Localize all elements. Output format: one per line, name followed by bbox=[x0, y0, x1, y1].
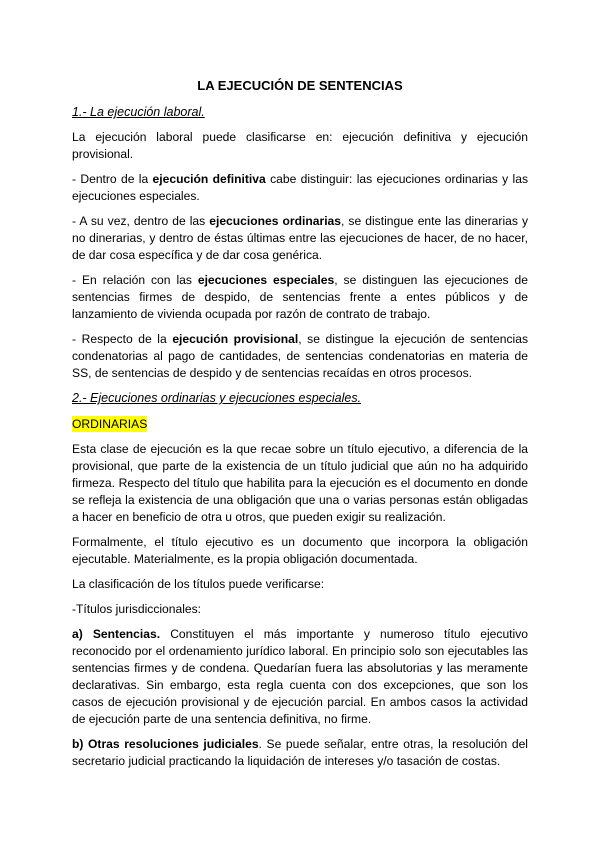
bold-term: b) Otras resoluciones judiciales bbox=[72, 737, 259, 751]
text-run: Constituyen el más importante y numeroso título ejecutivo reconocido por el ordenamiento jurídico laboral. En principio solo son ejecutables las sentencias firmes y de condena. Quedarían fuera las absolutorias y las meramente declarativas. Sin embargo, esta regla cuenta con dos excepciones, que son los casos de ejecución provisional y de ejecución parcial. En ambos casos la actividad de ejecución parte de una sentencia definitiva, no firme. bbox=[72, 627, 528, 726]
document-title: LA EJECUCIÓN DE SENTENCIAS bbox=[197, 78, 403, 93]
paragraph: Formalmente, el título ejecutivo es un documento que incorpora la obligación ejecutable. Materialmente, es la propia obligación documentada. bbox=[72, 535, 528, 566]
paragraph bbox=[72, 213, 528, 264]
paragraph: La ejecución laboral puede clasificarse en: ejecución definitiva y ejecución provisional. bbox=[72, 130, 528, 161]
paragraph bbox=[72, 171, 528, 205]
bold-term: ejecuciones ordinarias bbox=[209, 214, 342, 228]
paragraph bbox=[72, 626, 528, 728]
bold-term: ejecución definitiva bbox=[152, 172, 266, 186]
text-run: , se distingue ente las dinerarias y no dinerarias, y dentro de éstas últimas entre las ejecuciones de hacer, de no hacer, de dar cosa específica y de dar cosa genérica. bbox=[72, 214, 528, 262]
paragraph: La clasificación de los títulos puede verificarse: bbox=[72, 577, 325, 591]
text-run: , se distingue la ejecución de sentencias condenatorias al pago de cantidades, de sentencias condenatorias en materia de SS, de sentencias de despido y de sentencias recaídas en otros procesos. bbox=[72, 332, 528, 380]
text-run: - En relación con las bbox=[72, 273, 198, 287]
paragraph bbox=[72, 736, 528, 770]
paragraph: Esta clase de ejecución es la que recae sobre un título ejecutivo, a diferencia de la provisional, que parte de la existencia de un título judicial que aún no ha adquirido firmeza. Respecto del título que habilita para la ejecución es el documento en donde se refleja la existencia de una obligación que una o varias personas están obligadas a hacer en beneficio de otra u otros, que pueden exigir su realización. bbox=[72, 442, 528, 524]
section-2-heading: 2.- Ejecuciones ordinarias y ejecuciones especiales. bbox=[72, 391, 362, 405]
text-run: - Respecto de la bbox=[72, 332, 173, 346]
text-run: , se distinguen las ejecuciones de sentencias firmes de despido, de sentencias frente a entes públicos y de lanzamiento de vivienda ocupada por razón de contrato de trabajo. bbox=[72, 273, 528, 321]
paragraph: -Títulos jurisdiccionales: bbox=[72, 602, 202, 616]
bold-term: a) Sentencias. bbox=[72, 627, 161, 641]
text-run: - Dentro de la bbox=[72, 172, 153, 186]
text-run: - A su vez, dentro de las bbox=[72, 214, 210, 228]
highlighted-label: ORDINARIAS bbox=[72, 417, 148, 431]
bold-term: ejecución provisional bbox=[172, 332, 299, 346]
text-run: cabe distinguir: las ejecuciones ordinarias y las ejecuciones especiales. bbox=[72, 172, 529, 203]
text-run: . Se puede señalar, entre otras, la resolución del secretario judicial practicando la liquidación de intereses y/o tasación de costas. bbox=[72, 737, 528, 768]
paragraph bbox=[72, 272, 528, 323]
paragraph bbox=[72, 331, 528, 382]
bold-term: ejecuciones especiales bbox=[197, 273, 335, 287]
section-1-heading: 1.- La ejecución laboral. bbox=[72, 105, 205, 119]
